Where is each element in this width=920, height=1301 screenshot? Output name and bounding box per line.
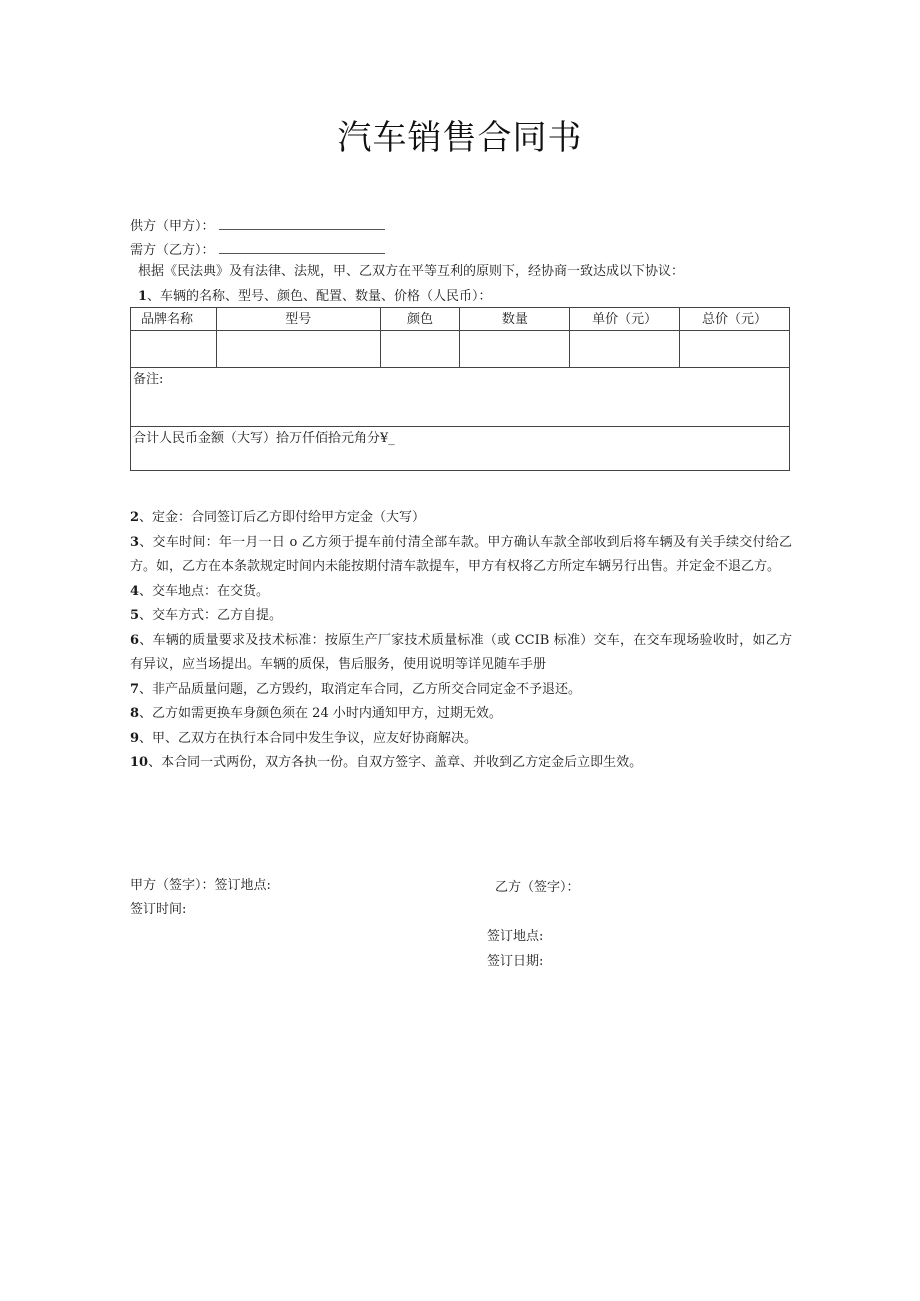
clauses-list	[130, 506, 792, 776]
cell-model	[216, 331, 380, 368]
clause-text: 、非产品质量问题，乙方毁约，取消定车合同，乙方所交合同定金不予退还。	[139, 681, 582, 697]
header-model: 型号	[216, 308, 380, 331]
clause-number: 9	[130, 730, 140, 746]
clause-number: 7	[130, 681, 140, 697]
clause-8	[130, 702, 792, 727]
clause-number: 2	[130, 510, 140, 525]
clause-number: 8	[130, 706, 140, 721]
clause-text: 、交车方式：乙方自提。	[139, 608, 283, 623]
clause-1	[138, 288, 492, 306]
header-quantity: 数量	[460, 308, 570, 331]
clause-number: 5	[130, 608, 140, 623]
clause-text: 、甲、乙双方在执行本合同中发生争议，应友好协商解决。	[139, 730, 478, 746]
cell-brand	[131, 331, 217, 368]
clause-text: 、交车地点：在交货。	[139, 583, 270, 599]
clause-10	[130, 751, 792, 776]
clause-text: 、本合同一式两份，双方各执一份。自双方签字、盖章、并收到乙方定金后立即生效。	[148, 755, 643, 770]
clause-5	[130, 604, 792, 629]
clause-4	[130, 580, 792, 605]
intro-text: 根据《民法典》及有法律、法规，甲、乙双方在平等互利的原则下，经协商一致达成以下协议：	[138, 264, 685, 279]
clause-number: 6	[130, 632, 140, 648]
clause-number: 1	[138, 289, 148, 304]
header-total-price: 总价（元）	[680, 308, 790, 331]
table-row	[131, 331, 790, 368]
clause-number: 10	[130, 755, 149, 770]
party-a-sign-time: 签订时间:	[130, 902, 187, 917]
clause-6	[130, 629, 792, 678]
buyer-label: 需方（乙方）：	[130, 243, 215, 258]
total-row	[131, 427, 790, 471]
clause-text: 、定金：合同签订后乙方即付给甲方定金（大写）	[139, 510, 426, 525]
clause-2	[130, 506, 792, 531]
clause-number: 4	[130, 583, 140, 599]
clause-number: 3	[130, 534, 140, 550]
total-amount-cell: 合计人民币金额（大写）拾万仟佰拾元角分¥_	[131, 427, 790, 471]
supplier-blank	[219, 216, 385, 230]
vehicle-spec-table	[130, 307, 790, 471]
cell-total-price	[680, 331, 790, 368]
clause-text: 、乙方如需更换车身颜色须在 24 小时内通知甲方，过期无效。	[139, 706, 502, 721]
document-title: 汽车销售合同书	[337, 118, 583, 158]
cell-quantity	[460, 331, 570, 368]
clause-text: 、车辆的质量要求及技术标准：按原生产厂家技术质量标准（或 CCIB 标准）交车，在交车现场验收时，如乙方有异议，应当场提出。车辆的质保，售后服务，使用说明等详见随车手册	[130, 632, 792, 672]
buyer-blank	[219, 240, 385, 254]
header-brand: 品牌名称	[131, 308, 217, 331]
party-b-sign-place: 签订地点:	[487, 929, 544, 944]
party-b-signature: 乙方（签字）：	[495, 880, 580, 895]
table-header-row	[131, 308, 790, 331]
clause-text: 、交车时间：年一月一日 o 乙方须于提车前付清全部车款。甲方确认车款全部收到后将车辆及有关手续交付给乙方。如，乙方在本条款规定时间内未能按期付清车款提车，甲方有权将乙方所定车辆另行出售。并定金不退乙方。	[130, 534, 792, 574]
header-unit-price: 单价（元）	[570, 308, 680, 331]
clause-7	[130, 678, 792, 703]
supplier-line	[130, 216, 385, 236]
clause-9	[130, 727, 792, 752]
supplier-label: 供方（甲方）：	[130, 219, 215, 234]
clause-text: 、车辆的名称、型号、颜色、配置、数量、价格（人民币）：	[147, 289, 492, 304]
party-b-sign-date: 签订日期:	[487, 954, 544, 969]
header-color: 颜色	[380, 308, 460, 331]
clause-3	[130, 531, 792, 580]
note-row	[131, 368, 790, 427]
cell-color	[380, 331, 460, 368]
note-cell: 备注:	[131, 368, 790, 427]
buyer-line	[130, 240, 385, 260]
party-a-signature: 甲方（签字）：签订地点:	[130, 878, 271, 893]
cell-unit-price	[570, 331, 680, 368]
